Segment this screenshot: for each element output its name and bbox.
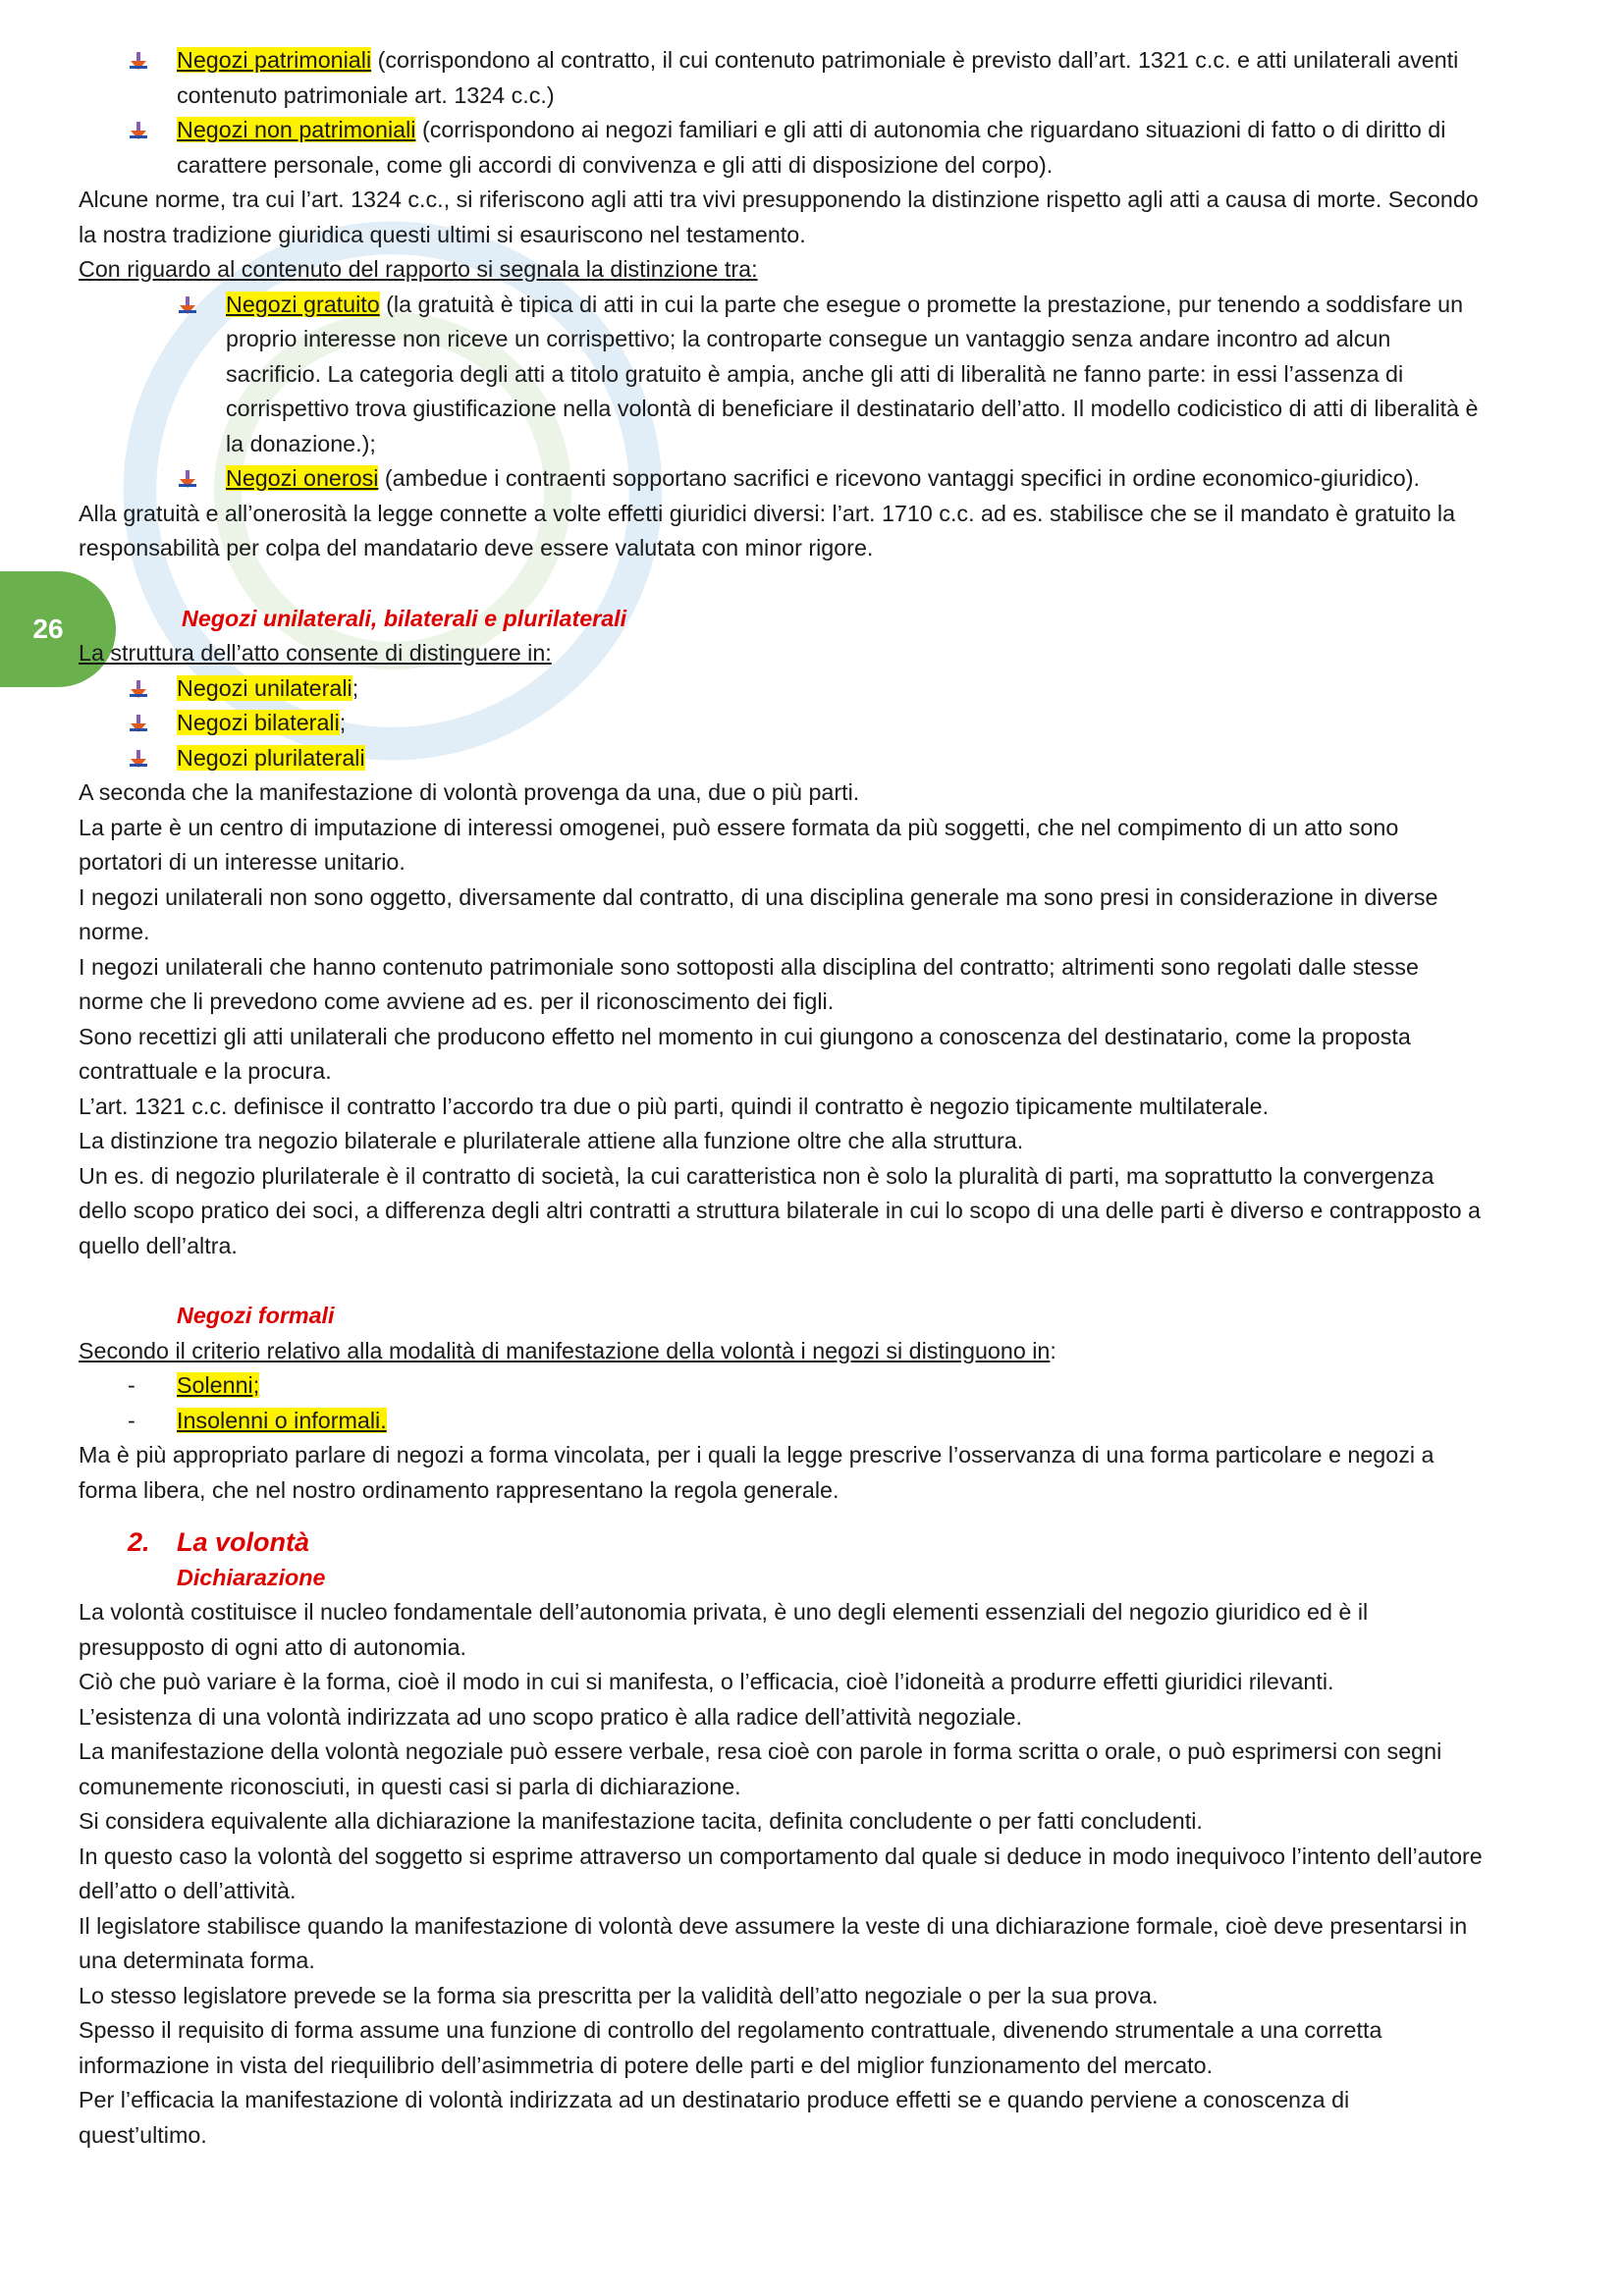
paragraph: Il legislatore stabilisce quando la manifestazione di volontà deve assumere la veste di una dichiarazione formale, cioè deve presentarsi in una determinata forma. [79, 1912, 1468, 1973]
chapter-heading: 2. La volontà [128, 1527, 310, 1557]
paragraph: Alla gratuità e all’onerosità la legge connette a volte effetti giuridici diversi: l’art. 1710 c.c. ad es. stabilisce che se il mandato è gratuito la responsabilità per colpa del mandatario deve essere valutata con minor rigore. [79, 500, 1456, 561]
paragraph: Si considera equivalente alla dichiarazione la manifestazione tacita, definita concludente o per fatti concludenti. [79, 1808, 1203, 1834]
paragraph: Un es. di negozio plurilaterale è il contratto di società, la cui caratteristica non è solo la pluralità di parti, ma soprattutto la convergenza dello scopo pratico dei soci, a differenza degli altri contratti a struttura bilaterale in cui lo scopo di una delle parti è diverso e contrapposto a quello dell’altra. [79, 1162, 1481, 1258]
term-highlight: Negozi patrimoniali [177, 47, 372, 73]
term-highlight: Negozi bilaterali [177, 710, 340, 735]
list-intro: Secondo il criterio relativo alla modalità di manifestazione della volontà i negozi si distinguono in: [79, 1337, 1056, 1363]
term-highlight: Negozi non patrimoniali [177, 117, 416, 142]
section-heading: Negozi unilaterali, bilaterali e plurilaterali [182, 605, 627, 631]
list-intro: Con riguardo al contenuto del rapporto si segnala la distinzione tra: [79, 256, 758, 282]
dash-bullet: - [128, 1407, 135, 1433]
paragraph: Spesso il requisito di forma assume una funzione di controllo del regolamento contrattuale, divenendo strumentale a una corretta informazione in vista del riequilibrio dell’asimmetria di potere delle parti e del miglior funzionamento del mercato. [79, 2017, 1382, 2078]
arrow-bullet-icon [128, 120, 149, 141]
section-heading: Dichiarazione [177, 1564, 326, 1590]
list-item [79, 1368, 1483, 1404]
term-highlight: Negozi gratuito [226, 291, 380, 317]
arrow-bullet-icon [128, 678, 149, 700]
dash-bullet: - [128, 1372, 135, 1398]
paragraph: L’art. 1321 c.c. definisce il contratto l’accordo tra due o più parti, quindi il contratto è negozio tipicamente multilaterale. [79, 1093, 1270, 1119]
section-heading: Negozi formali [177, 1303, 335, 1328]
paragraph: I negozi unilaterali che hanno contenuto patrimoniale sono sottoposti alla disciplina del contratto; altrimenti sono regolati dalle stesse norme che li prevedono come avviene ad es. per il riconoscimento dei figli. [79, 953, 1419, 1014]
term-highlight: Negozi onerosi [226, 465, 379, 491]
arrow-bullet-icon [128, 50, 149, 72]
arrow-bullet-icon [128, 713, 149, 734]
list-item [79, 741, 1483, 776]
arrow-bullet-icon [177, 294, 198, 316]
paragraph: L’esistenza di una volontà indirizzata ad uno scopo pratico è alla radice dell’attività negoziale. [79, 1703, 1022, 1730]
paragraph: La distinzione tra negozio bilaterale e plurilaterale attiene alla funzione oltre che alla struttura. [79, 1128, 1024, 1153]
arrow-bullet-icon [177, 468, 198, 490]
paragraph: Per l’efficacia la manifestazione di volontà indirizzata ad un destinatario produce effetti se e quando perviene a conoscenza di quest’ultimo. [79, 2087, 1350, 2148]
arrow-bullet-icon [128, 748, 149, 770]
document-page [79, 43, 1483, 2153]
list-item: Negozi bilaterali; [79, 706, 1483, 741]
paragraph: La parte è un centro di imputazione di interessi omogenei, può essere formata da più soggetti, che nel compimento di un atto sono portatori di un interesse unitario. [79, 814, 1399, 875]
term-highlight: Negozi plurilaterali [177, 744, 365, 771]
page-number-badge: 26 [0, 571, 116, 687]
list-item: Negozi patrimoniali (corrispondono al contratto, il cui contenuto patrimoniale è previsto dall’art. 1321 c.c. e atti unilaterali aventi contenuto patrimoniale art. 1324 c.c.) [79, 43, 1483, 113]
list-intro: La struttura dell’atto consente di distinguere in: [79, 640, 552, 666]
paragraph: A seconda che la manifestazione di volontà provenga da una, due o più parti. [79, 779, 860, 805]
list-item: Negozi gratuito (la gratuità è tipica di atti in cui la parte che esegue o promette la prestazione, pur tenendo a soddisfare un proprio interesse non riceve un corrispettivo; la controparte consegue un vantaggio senza andare incontro ad alcun sacrificio. La categoria degli atti a titolo gratuito è ampia, anche gli atti di liberalità ne fanno parte: in essi l’assenza di corrispettivo trova giustificazione nella volontà di beneficiare il destinatario dell’atto. Il modello codicistico di atti di liberalità è la donazione.); [79, 288, 1483, 462]
list-item: Negozi onerosi (ambedue i contraenti sopportano sacrifici e ricevono vantaggi specifici in ordine economico-giuridico). [79, 461, 1483, 497]
paragraph: Lo stesso legislatore prevede se la forma sia prescritta per la validità dell’atto negoziale o per la sua prova. [79, 1982, 1159, 2008]
paragraph: La manifestazione della volontà negoziale può essere verbale, resa cioè con parole in forma scritta o orale, o può esprimersi con segni comunemente riconosciuti, in questi casi si parla di dichiarazione. [79, 1738, 1442, 1799]
paragraph: Ma è più appropriato parlare di negozi a forma vincolata, per i quali la legge prescrive l’osservanza di una forma particolare e negozi a forma libera, che nel nostro ordinamento rappresentano la regola generale. [79, 1442, 1435, 1503]
paragraph: La volontà costituisce il nucleo fondamentale dell’autonomia privata, è uno degli elementi essenziali del negozio giuridico ed è il presupposto di ogni atto di autonomia. [79, 1599, 1369, 1660]
paragraph: Sono recettizi gli atti unilaterali che producono effetto nel momento in cui giungono a conoscenza del destinatario, come la proposta contrattuale e la procura. [79, 1023, 1411, 1084]
paragraph: In questo caso la volontà del soggetto si esprime attraverso un comportamento dal quale si deduce in modo inequivoco l’intento dell’autore dell’atto o dell’attività. [79, 1842, 1483, 1903]
paragraph: Ciò che può variare è la forma, cioè il modo in cui si manifesta, o l’efficacia, cioè l’idoneità a produrre effetti giuridici rilevanti. [79, 1669, 1334, 1694]
list-item [79, 1404, 1483, 1439]
term-highlight: Solenni; [177, 1372, 260, 1398]
list-item: Negozi non patrimoniali (corrispondono ai negozi familiari e gli atti di autonomia che riguardano situazioni di fatto o di diritto di carattere personale, come gli accordi di convivenza e gli atti di disposizione del corpo). [79, 113, 1483, 183]
paragraph: Alcune norme, tra cui l’art. 1324 c.c., si riferiscono agli atti tra vivi presupponendo la distinzione rispetto agli atti a causa di morte. Secondo la nostra tradizione giuridica questi ultimi si esauriscono nel testamento. [79, 187, 1479, 247]
list-item: Negozi unilaterali; [79, 671, 1483, 707]
term-highlight: Negozi unilaterali [177, 674, 352, 701]
term-highlight: Insolenni o informali. [177, 1407, 387, 1433]
paragraph: I negozi unilaterali non sono oggetto, diversamente dal contratto, di una disciplina generale ma sono presi in considerazione in diverse norme. [79, 883, 1438, 944]
